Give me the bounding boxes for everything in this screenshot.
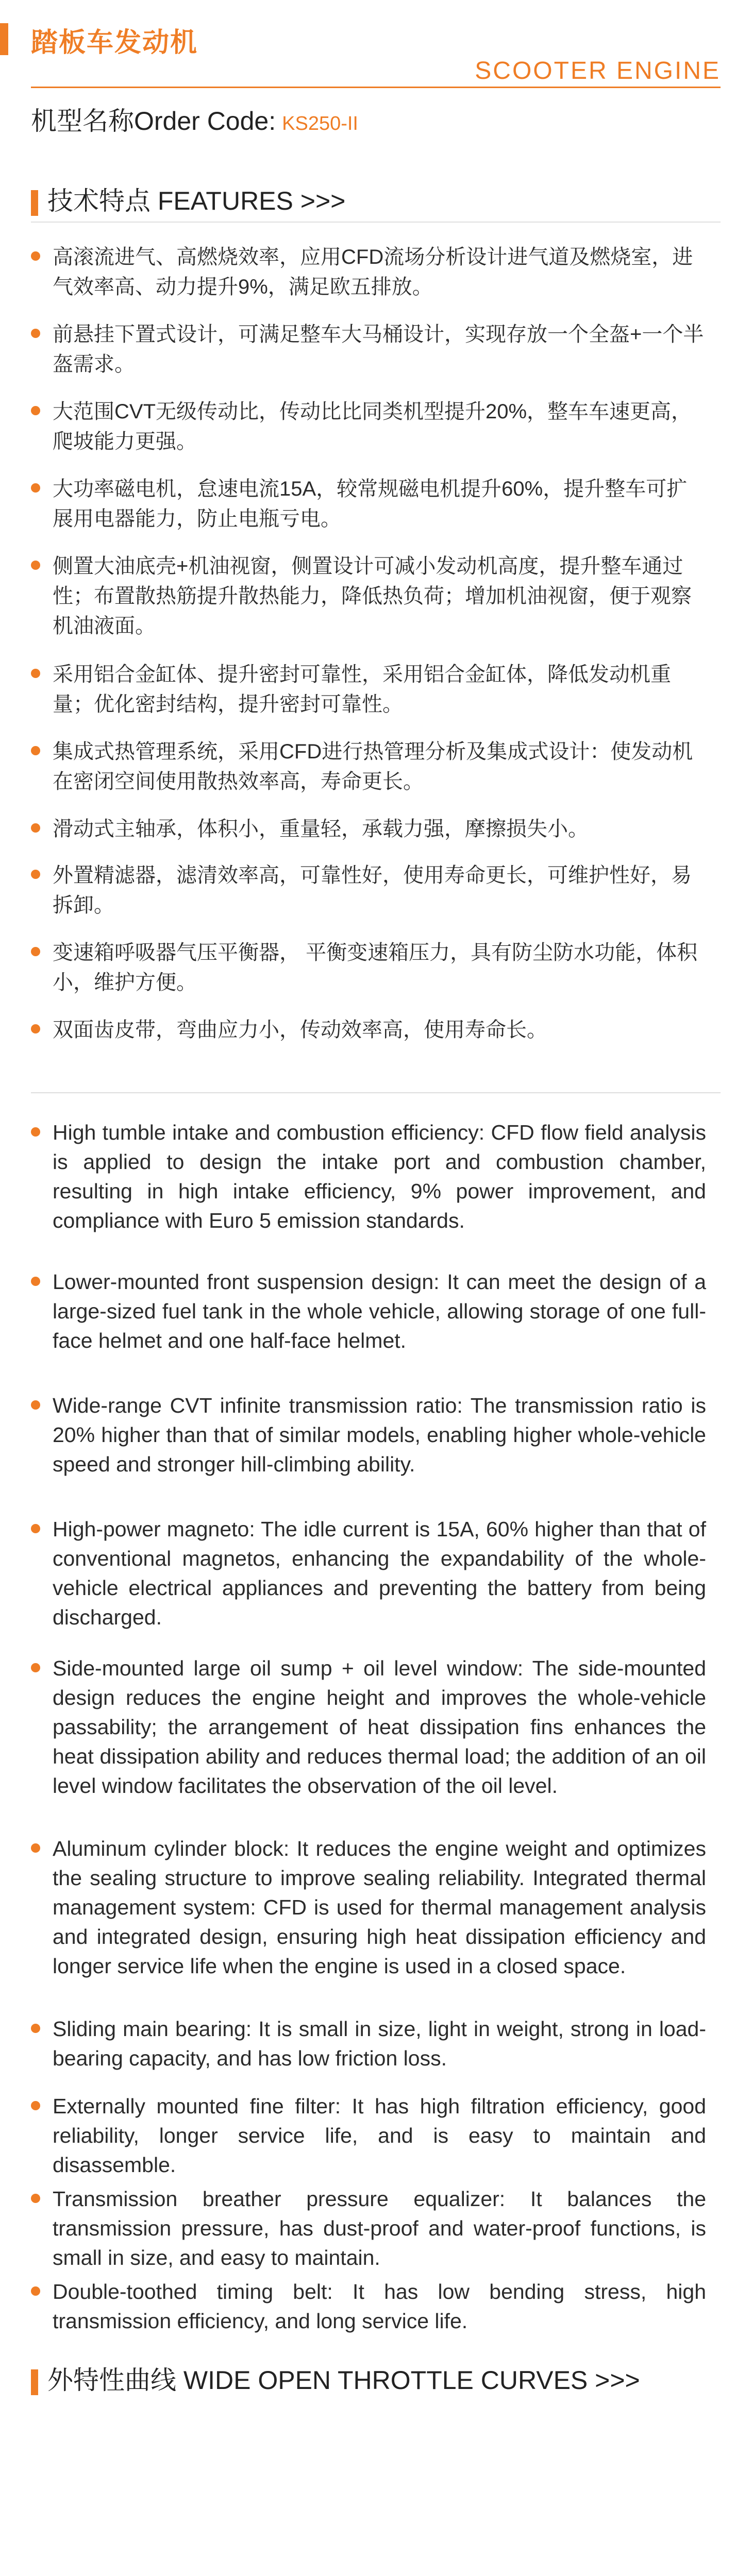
bullet-dot [31, 1843, 40, 1853]
bullet-dot [31, 1400, 40, 1410]
feature-cn-item: 高滚流进气、高燃烧效率，应用CFD流场分析设计进气道及燃烧室，进气效率高、动力提升9%，满足欧五排放。 [31, 242, 706, 302]
feature-en-item: High tumble intake and combustion efficiency: CFD flow field analysis is applied to design the intake port and combustion chamber, resulting in high intake efficiency, 9% power improvement, and compliance with Euro 5 emission standards. [31, 1118, 706, 1235]
model-label: 机型名称Order Code: [31, 107, 276, 135]
bullet-dot [31, 483, 40, 493]
feature-en-item: High-power magneto: The idle current is 15A, 60% higher than that of conventional magnetos, enhancing the expandability of the whole-vehicle electrical appliances and preventing the battery from being discharged. [31, 1515, 706, 1632]
features-heading-text: 技术特点 FEATURES >>> [47, 187, 346, 215]
bullet-dot [31, 1524, 40, 1533]
page-title-en: SCOOTER ENGINE [475, 57, 721, 84]
feature-en-item: Transmission breather pressure equalizer: It balances the transmission pressure, has dust-proof and water-proof functions, is small in size, and easy to maintain. [31, 2184, 706, 2273]
wot-chart [31, 2411, 711, 2576]
feature-en-item: Side-mounted large oil sump + oil level window: The side-mounted design reduces the engine height and improves the whole-vehicle passability; the arrangement of heat dissipation fins enhances the heat dissipation ability and reduces thermal load; the addition of an oil level window facilitates the observation of the oil level. [31, 1654, 706, 1801]
features-rule [31, 222, 721, 223]
features-heading [31, 180, 345, 217]
title-accent-bar [0, 23, 8, 55]
feature-cn-item: 滑动式主轴承，体积小，重量轻，承载力强，摩擦损失小。 [31, 814, 706, 844]
curves-heading [31, 2360, 640, 2397]
feature-cn-item: 采用铝合金缸体、提升密封可靠性，采用铝合金缸体，降低发动机重量；优化密封结构，提升密封可靠性。 [31, 659, 706, 719]
feature-en-item: Externally mounted fine filter: It has high filtration efficiency, good reliability, longer service life, and is easy to maintain and disassemble. [31, 2092, 706, 2180]
page-title-cn: 踏板车发动机 [31, 28, 198, 58]
feature-cn-item: 外置精滤器，滤清效率高，可靠性好，使用寿命更长，可维护性好，易拆卸。 [31, 860, 706, 920]
heading-bar [31, 2369, 38, 2395]
feature-cn-item: 前悬挂下置式设计，可满足整车大马桶设计，实现存放一个全盔+一个半盔需求。 [31, 319, 706, 379]
bullet-dot [31, 1127, 40, 1137]
feature-en-item: Double-toothed timing belt: It has low bending stress, high transmission efficiency, and long service life. [31, 2277, 706, 2336]
feature-cn-item: 集成式热管理系统，采用CFD进行热管理分析及集成式设计：使发动机在密闭空间使用散热效率高，寿命更长。 [31, 737, 706, 796]
bullet-dot [31, 947, 40, 956]
bullet-dot [31, 2286, 40, 2296]
feature-en-item: Wide-range CVT infinite transmission ratio: The transmission ratio is 20% higher than that of similar models, enabling higher whole-vehicle speed and stronger hill-climbing ability. [31, 1391, 706, 1479]
heading-bar [31, 190, 38, 216]
model-code: KS250-II [282, 113, 358, 134]
feature-en-item: Lower-mounted front suspension design: It can meet the design of a large-sized fuel tank in the whole vehicle, allowing storage of one full-face helmet and one half-face helmet. [31, 1267, 706, 1355]
bullet-dot [31, 251, 40, 261]
title-divider [31, 87, 721, 88]
feature-cn-item: 侧置大油底壳+机油视窗，侧置设计可减小发动机高度，提升整车通过性；布置散热筋提升散热能力，降低热负荷；增加机油视窗，便于观察机油液面。 [31, 551, 706, 641]
bullet-dot [31, 823, 40, 833]
bullet-dot [31, 406, 40, 415]
model-line [31, 100, 358, 138]
bullet-dot [31, 669, 40, 678]
bullet-dot [31, 1663, 40, 1672]
feature-cn-item: 大范围CVT无级传动比，传动比比同类机型提升20%，整车车速更高，爬坡能力更强。 [31, 397, 706, 456]
bullet-dot [31, 329, 40, 338]
feature-en-item: Sliding main bearing: It is small in size, light in weight, strong in load-bearing capacity, and has low friction loss. [31, 2014, 706, 2073]
curves-heading-text: 外特性曲线 WIDE OPEN THROTTLE CURVES >>> [47, 2366, 640, 2395]
bullet-dot [31, 1277, 40, 1286]
bullet-dot [31, 561, 40, 570]
bullet-dot [31, 2194, 40, 2203]
bullet-dot [31, 1024, 40, 1033]
bullet-dot [31, 746, 40, 755]
feature-en-item: Aluminum cylinder block: It reduces the engine weight and optimizes the sealing structure to improve sealing reliability. Integrated thermal management system: CFD is used for thermal management analysis and integrated design, ensuring high heat dissipation efficiency and longer service life when the engine is used in a closed space. [31, 1834, 706, 1981]
bullet-dot [31, 2101, 40, 2110]
bullet-dot [31, 870, 40, 879]
section-divider [31, 1092, 721, 1093]
feature-cn-item: 大功率磁电机，怠速电流15A，较常规磁电机提升60%，提升整车可扩展用电器能力，防止电瓶亏电。 [31, 474, 706, 534]
feature-cn-item: 双面齿皮带，弯曲应力小，传动效率高，使用寿命长。 [31, 1015, 706, 1045]
bullet-dot [31, 2024, 40, 2033]
feature-cn-item: 变速箱呼吸器气压平衡器， 平衡变速箱压力，具有防尘防水功能，体积小，维护方便。 [31, 938, 706, 997]
